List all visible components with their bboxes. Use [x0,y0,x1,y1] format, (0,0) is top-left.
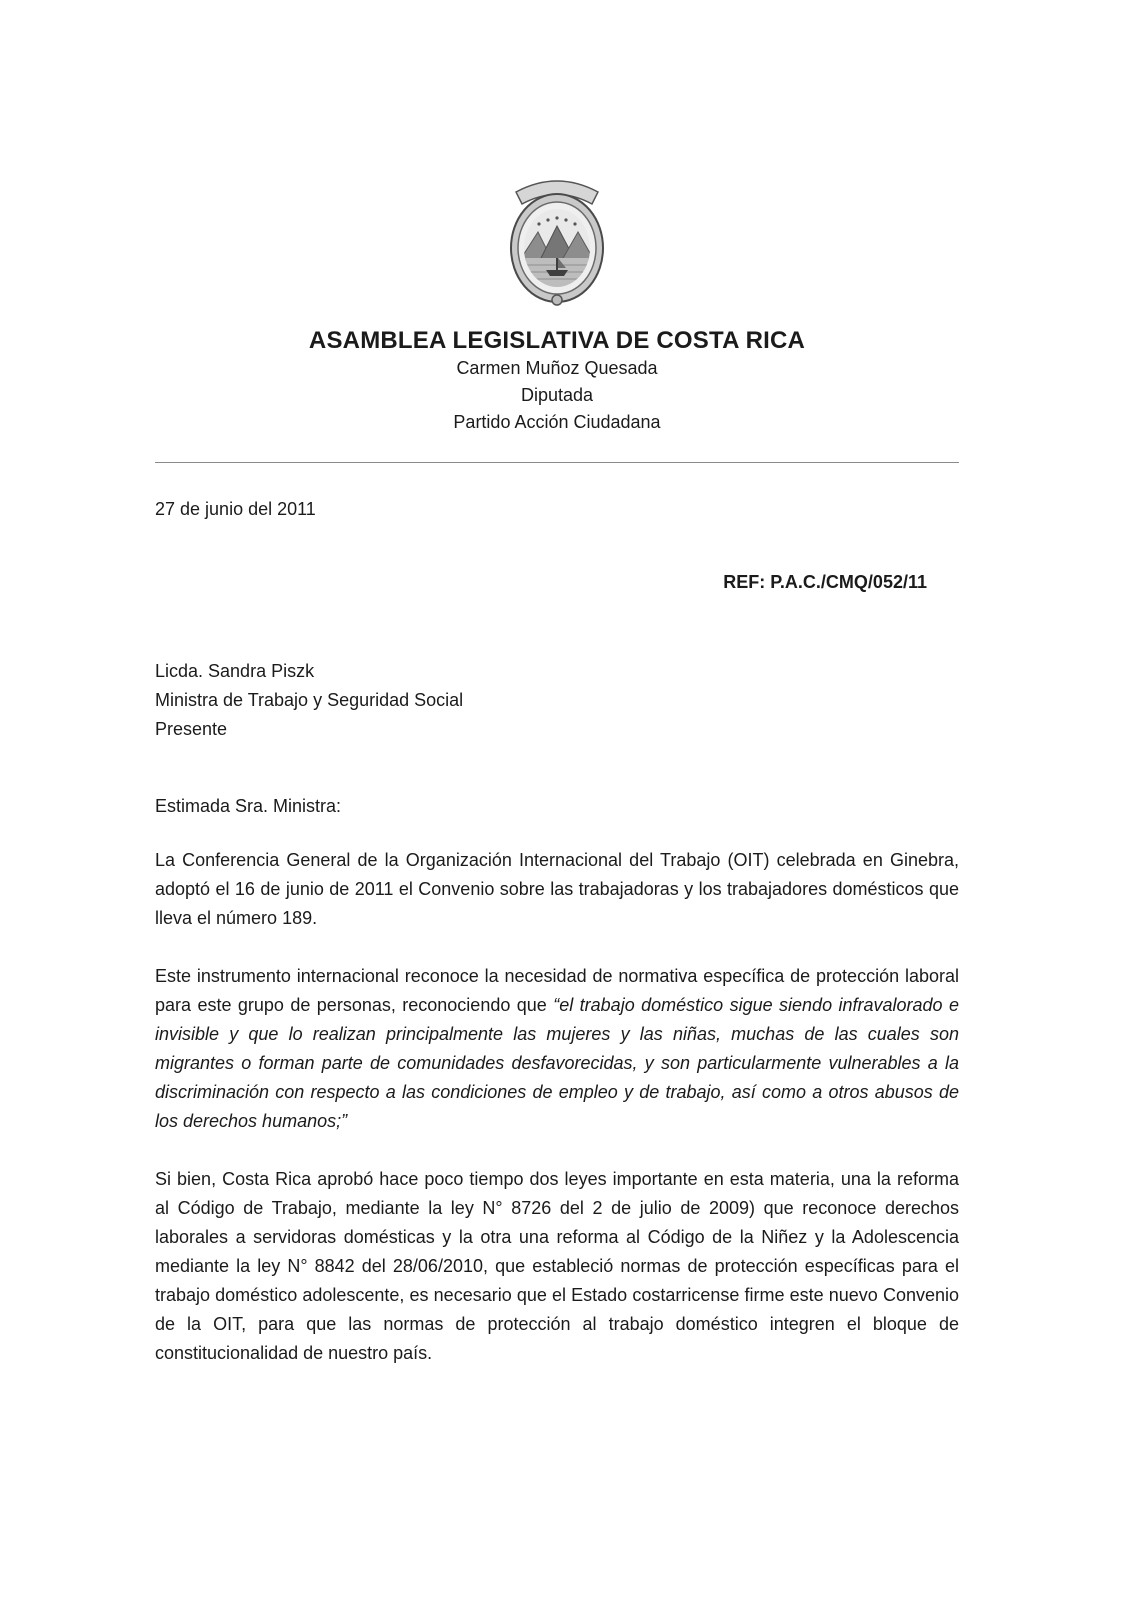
letterhead-person-title: Diputada [520,385,594,405]
salutation: Estimada Sra. Ministra: [155,796,342,816]
letterhead [155,168,959,436]
recipient-title: Ministra de Trabajo y Seguridad Social [155,690,464,710]
paragraph-1: La Conferencia General de la Organización Internacional del Trabajo (OIT) celebrada en Ginebra, adoptó el 16 de junio de 2011 el Convenio sobre las trabajadoras y los trabajadores domésticos que lleva el número 189. [155,850,959,928]
letter-reference: REF: P.A.C./CMQ/052/11 [723,572,927,592]
letterhead-person-name: Carmen Muñoz Quesada [456,358,658,378]
letterhead-party: Partido Acción Ciudadana [453,412,661,432]
org-title: ASAMBLEA LEGISLATIVA DE COSTA RICA [308,327,806,354]
recipient-block [155,657,959,744]
paragraph-2 [155,962,959,1136]
paragraph-2-quote: “el trabajo doméstico sigue siendo infravalorado e invisible y que lo realizan principalmente las mujeres y las niñas, muchas de las cuales son migrantes o forman parte de comunidades desfavorecidas, y son particularmente vulnerables a la discriminación con respecto a las condiciones de empleo y de trabajo, así como a otros abusos de los derechos humanos;” [155,995,959,1131]
letter-date: 27 de junio del 2011 [155,499,316,519]
coat-of-arms-icon [498,168,616,306]
letterhead-divider [155,462,959,463]
recipient-presente: Presente [155,719,228,739]
recipient-name: Licda. Sandra Piszk [155,661,315,681]
paragraph-2-normal: Este instrumento internacional reconoce la necesidad de normativa específica de protección laboral para este grupo de personas, reconociendo que [155,966,959,1015]
paragraph-3: Si bien, Costa Rica aprobó hace poco tiempo dos leyes importante en esta materia, una la reforma al Código de Trabajo, mediante la ley N° 8726 del 2 de julio de 2009) que reconoce derechos laborales a servidoras domésticas y la otra una reforma al Código de la Niñez y la Adolescencia mediante la ley N° 8842 del 28/06/2010, que estableció normas de protección específicas para el trabajo doméstico adolescente, es necesario que el Estado costarricense firme este nuevo Convenio de la OIT, para que las normas de protección al trabajo doméstico integren el bloque de constitucionalidad de nuestro país. [155,1169,959,1363]
